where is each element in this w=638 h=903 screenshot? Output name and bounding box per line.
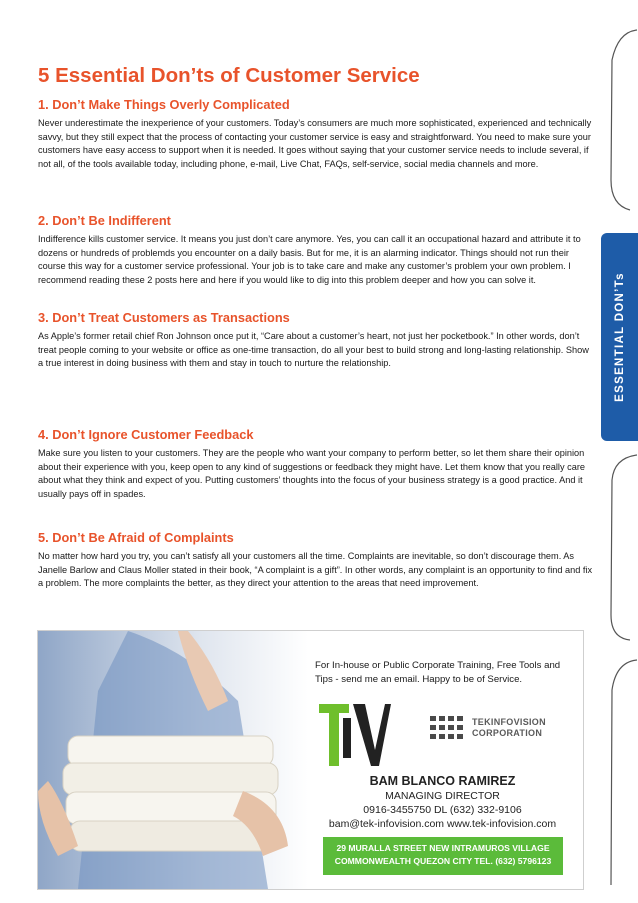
section-1 (38, 96, 594, 171)
section-3 (38, 309, 594, 371)
section-body: Never underestimate the inexperience of your customers. Today’s consumers are much more sophisticated, experienced and technically savvy, but they still expect that the process of contacting your customer service is easy and straightforward. You need to make sure your customers have easy access to support when it is needed. It goes without saying that your customer service needs to include several, if not all, of the tools available today, including phone, e-mail, Live Chat, FAQs, self-service, social media channels and more. (38, 118, 592, 169)
section-body: Make sure you listen to your customers. They are the people who want your company to perform better, so let them share their opinion about their experience with you, keep open to any kind of suggestions or feedback they might have. Let them know that you really care about what they think and expect of you. Putting customers’ thoughts into the focus of your business strategy is a good practice. And it usually pays off in spades. (38, 448, 585, 499)
card-address-line: 29 MURALLA STREET NEW INTRAMUROS VILLAGE (336, 843, 550, 853)
section-heading: 2. Don’t Be Indifferent (38, 213, 171, 228)
promo-text: For In-house or Public Corporate Training, Free Tools and Tips - send me an email. Happy to be of Service. (315, 660, 561, 685)
company-name-line: CORPORATION (472, 728, 543, 738)
card-person-name: BAM BLANCO RAMIREZ (369, 774, 516, 788)
tiv-logo (319, 702, 391, 768)
section-4 (38, 426, 594, 501)
card-email[interactable]: bam@tek-infovision.com www.tek-infovision.com (328, 818, 557, 830)
card-address-line: COMMONWEALTH QUEZON CITY TEL. (632) 5796123 (334, 856, 552, 866)
tab-divider-rail (600, 0, 638, 903)
card-job-title: MANAGING DIRECTOR (385, 790, 500, 802)
card-phone: 0916-3455750 DL (632) 332-9106 (363, 804, 522, 816)
section-heading: 1. Don’t Make Things Overly Complicated (38, 97, 290, 112)
article (38, 63, 594, 589)
company-name-line: TEKINFOVISION (472, 717, 546, 727)
business-card (315, 698, 570, 881)
card-address (323, 837, 563, 875)
section-heading: 4. Don’t Ignore Customer Feedback (38, 427, 254, 442)
page-title: 5 Essential Don’ts of Customer Service (38, 64, 420, 87)
company-name (472, 717, 546, 739)
towels-photo (38, 631, 308, 889)
side-tab[interactable] (601, 233, 638, 441)
section-body: Indifference kills customer service. It means you just don’t care anymore. Yes, you can call it an occupational hazard and attribute it to dozens or hundreds of problemds you encounter on a daily basis. But for me, it is an alarming indicator. Things should not run their course this way for a customer service professional. Your job is to take care and make any customer’s problem your own problem. I recommend reading these 2 posts here and here if you would like to dig into this problem deeper and how you can solve it. (38, 234, 581, 285)
side-tab-label: ESSENTIAL DON’Ts (613, 272, 626, 402)
section-5 (38, 529, 594, 591)
section-heading: 5. Don’t Be Afraid of Complaints (38, 530, 234, 545)
section-heading: 3. Don’t Treat Customers as Transactions (38, 310, 290, 325)
section-body: As Apple’s former retail chief Ron Johnson once put it, “Care about a customer’s heart, not just her pocketbook.” In other words, don’t treat people coming to your website or office as one-time transaction, do all your best to build strong and long-lasting relationship. Show a true interest in doing business with them and stay in touch to nurture the relationship. (38, 331, 589, 369)
section-2 (38, 212, 594, 287)
section-body: No matter how hard you try, you can’t satisfy all your customers all the time. Complaints are inevitable, so don’t discourage them. As Janelle Barlow and Claus Moller stated in their book, “A complaint is a gift”. In other words, any complaint is an opportunity to find and fix a problem. The more complaints the better, as they direct your attention to the areas that need improvement. (38, 551, 593, 589)
promo-box (37, 630, 584, 890)
company-logo-dots-icon (430, 716, 464, 740)
